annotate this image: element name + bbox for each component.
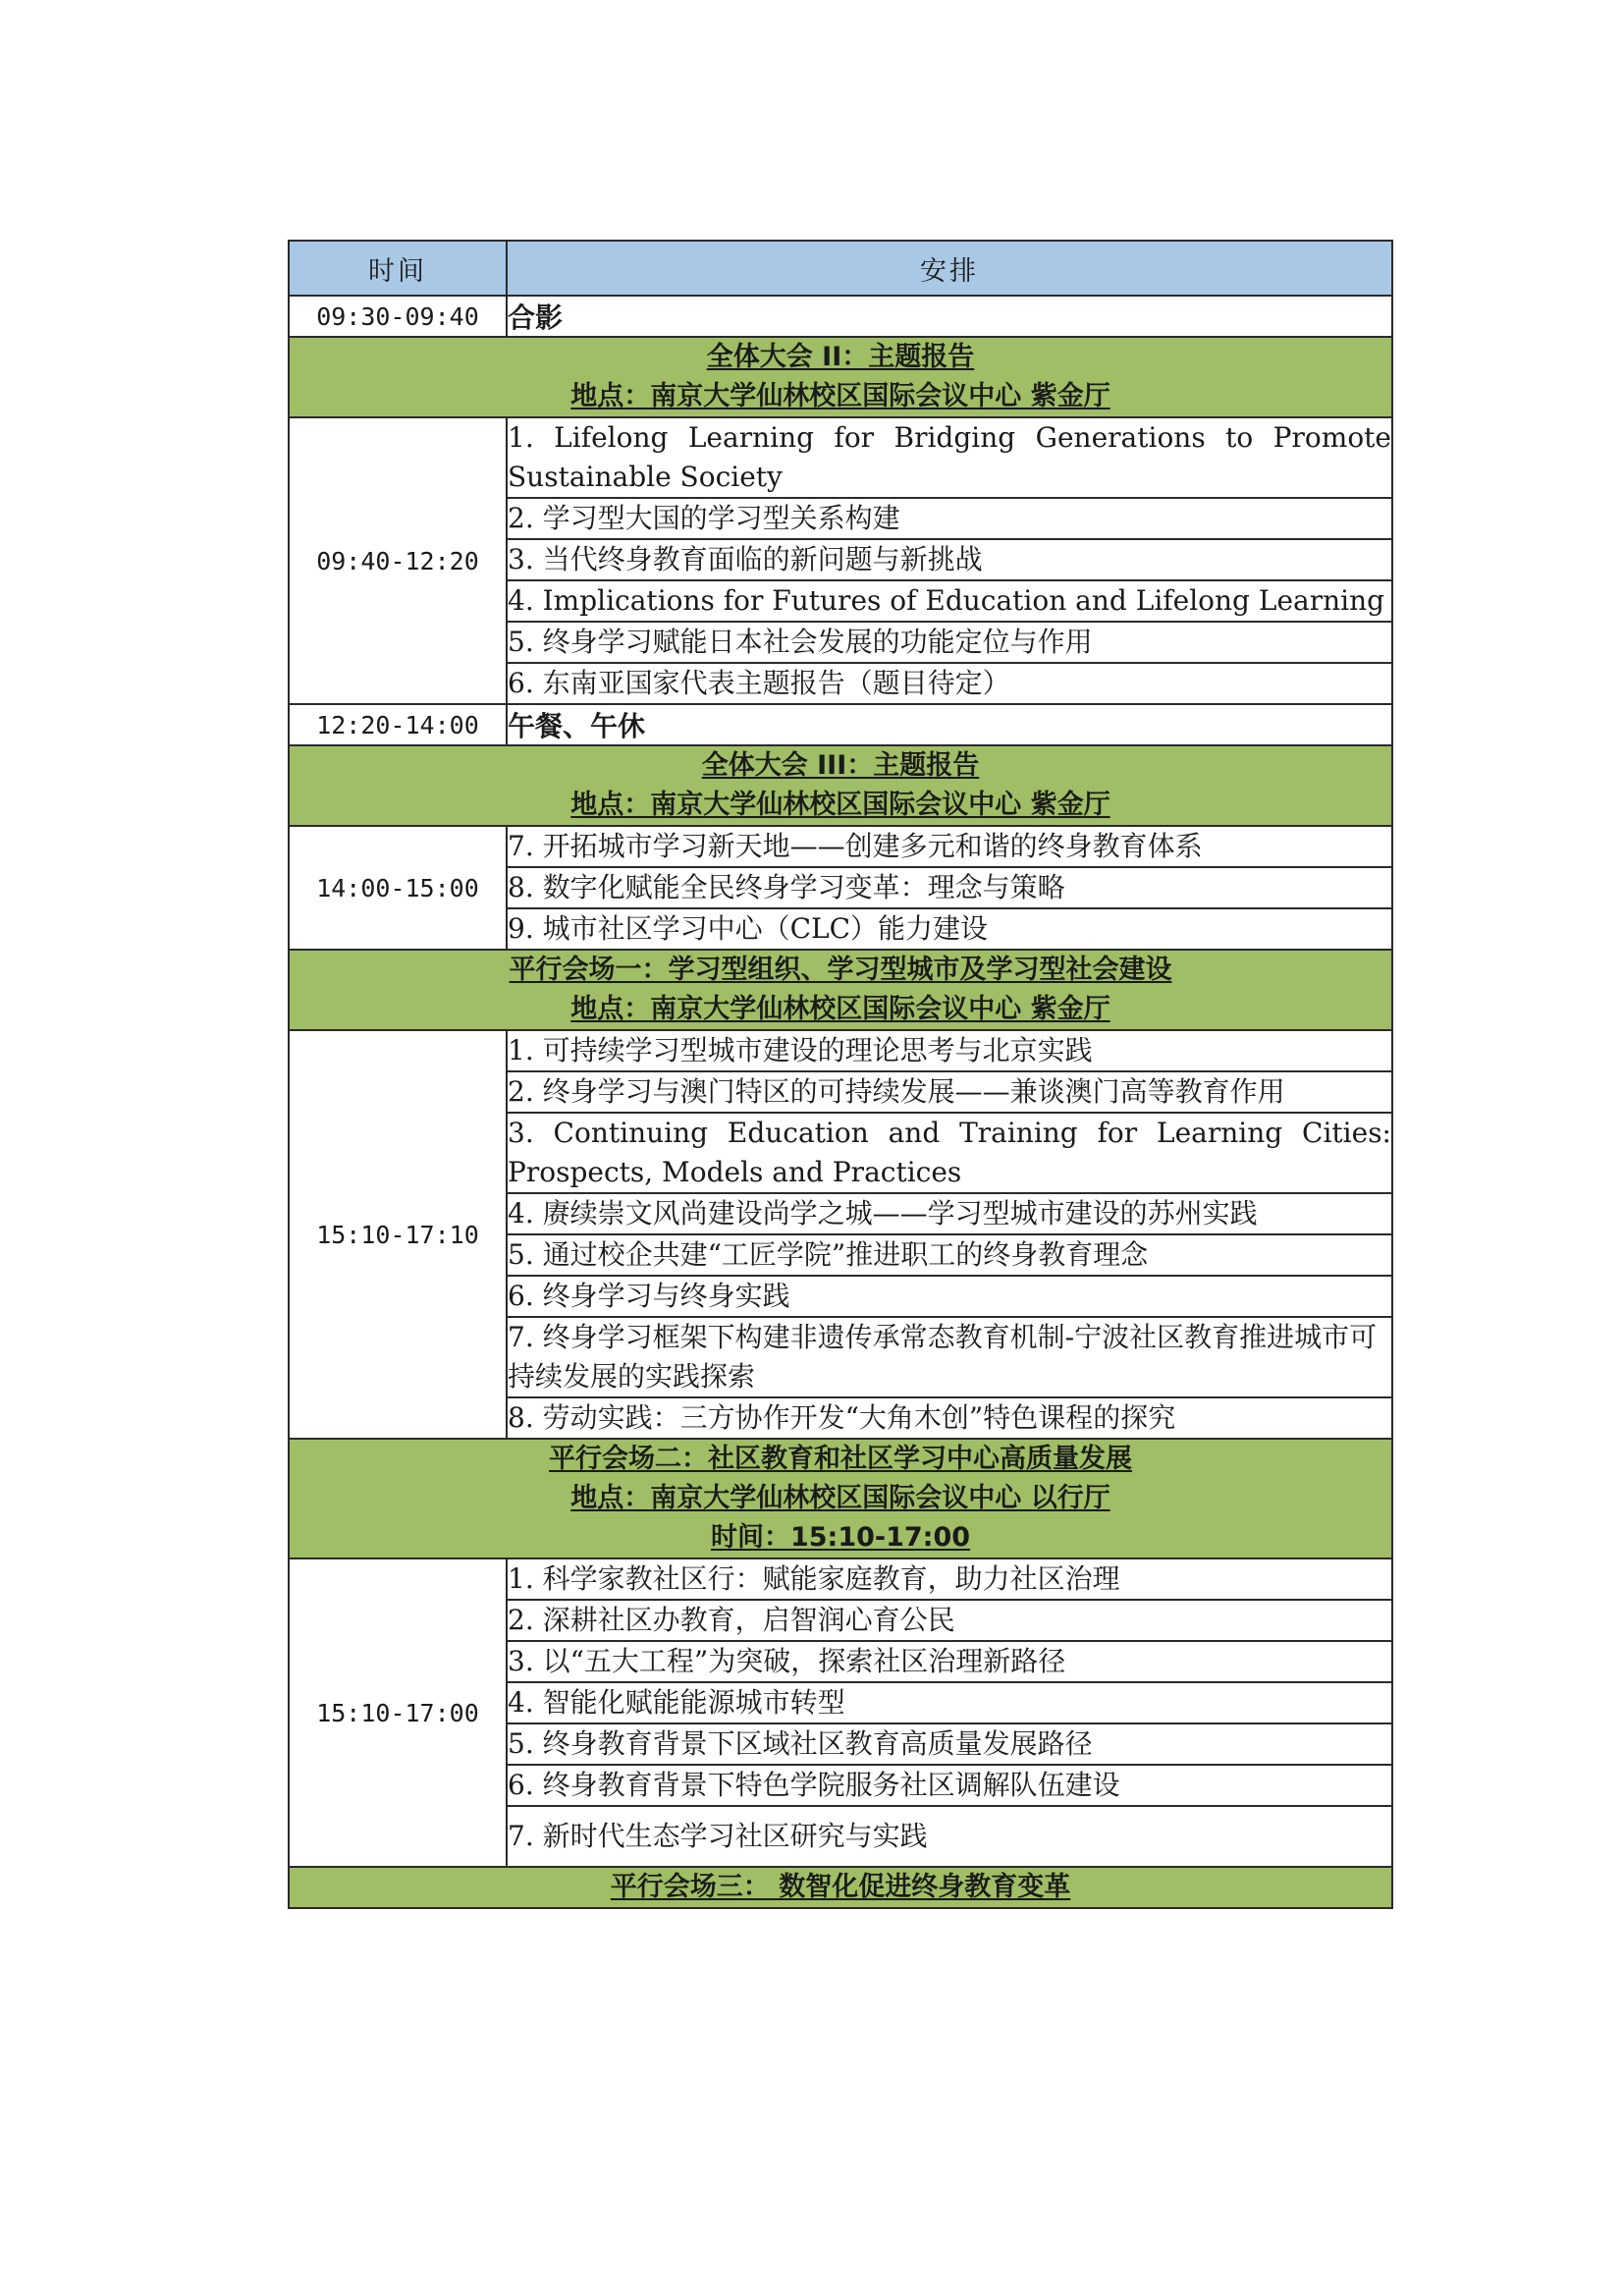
plenary3-title: 全体大会 III：主题报告 bbox=[701, 750, 980, 781]
plenary2-title: 全体大会 II：主题报告 bbox=[706, 342, 975, 372]
list-item bbox=[289, 826, 1392, 867]
plenary3-item-7: 7. 开拓城市学习新天地——创建多元和谐的终身教育体系 bbox=[507, 826, 1392, 867]
parallel1-item-3: 3. Continuing Education and Training for Learning Cities: Prospects, Models and Practices bbox=[507, 1113, 1392, 1193]
plenary2-location: 地点：南京大学仙林校区国际会议中心 紫金厅 bbox=[570, 381, 1110, 411]
parallel2-item-7: 7. 新时代生态学习社区研究与实践 bbox=[507, 1806, 1392, 1867]
parallel3-title: 平行会场三： 数智化促进终身教育变革 bbox=[610, 1872, 1071, 1902]
header-arrangement: 安排 bbox=[507, 241, 1392, 296]
parallel1-item-1: 1. 可持续学习型城市建设的理论思考与北京实践 bbox=[507, 1030, 1392, 1071]
parallel2-title: 平行会场二：社区教育和社区学习中心高质量发展 bbox=[549, 1444, 1132, 1474]
parallel1-item-2: 2. 终身学习与澳门特区的可持续发展——兼谈澳门高等教育作用 bbox=[507, 1071, 1392, 1113]
parallel1-item-6: 6. 终身学习与终身实践 bbox=[507, 1276, 1392, 1317]
photo-row bbox=[289, 296, 1392, 337]
parallel2-location: 地点：南京大学仙林校区国际会议中心 以行厅 bbox=[570, 1483, 1110, 1513]
parallel2-item-5: 5. 终身教育背景下区域社区教育高质量发展路径 bbox=[507, 1723, 1392, 1765]
plenary2-item-2: 2. 学习型大国的学习型关系构建 bbox=[507, 498, 1392, 539]
lunch-activity: 午餐、午休 bbox=[507, 704, 1392, 745]
plenary2-item-6: 6. 东南亚国家代表主题报告（题目待定） bbox=[507, 663, 1392, 704]
parallel1-item-5: 5. 通过校企共建“工匠学院”推进职工的终身教育理念 bbox=[507, 1234, 1392, 1276]
parallel2-item-1: 1. 科学家教社区行：赋能家庭教育，助力社区治理 bbox=[507, 1558, 1392, 1600]
list-item bbox=[289, 1558, 1392, 1600]
parallel1-time: 15:10-17:10 bbox=[289, 1030, 507, 1439]
table-header bbox=[289, 241, 1392, 296]
parallel1-item-4: 4. 赓续崇文风尚建设尚学之城——学习型城市建设的苏州实践 bbox=[507, 1193, 1392, 1234]
parallel2-item-2: 2. 深耕社区办教育，启智润心育公民 bbox=[507, 1600, 1392, 1641]
plenary2-item-4: 4. Implications for Futures of Education and Lifelong Learning bbox=[507, 580, 1392, 622]
parallel1-location: 地点：南京大学仙林校区国际会议中心 紫金厅 bbox=[570, 994, 1110, 1024]
list-item bbox=[289, 417, 1392, 498]
header-time: 时间 bbox=[289, 241, 507, 296]
photo-activity: 合影 bbox=[507, 296, 1392, 337]
lunch-time: 12:20-14:00 bbox=[289, 704, 507, 745]
schedule-table bbox=[288, 240, 1393, 1909]
photo-time: 09:30-09:40 bbox=[289, 296, 507, 337]
plenary2-time: 09:40-12:20 bbox=[289, 417, 507, 704]
parallel2-item-3: 3. 以“五大工程”为突破，探索社区治理新路径 bbox=[507, 1641, 1392, 1682]
list-item bbox=[289, 1030, 1392, 1071]
plenary3-location: 地点：南京大学仙林校区国际会议中心 紫金厅 bbox=[570, 790, 1110, 820]
plenary2-header bbox=[289, 337, 1392, 417]
plenary3-item-8: 8. 数字化赋能全民终身学习变革：理念与策略 bbox=[507, 867, 1392, 908]
parallel2-item-4: 4. 智能化赋能能源城市转型 bbox=[507, 1682, 1392, 1723]
parallel1-item-8: 8. 劳动实践：三方协作开发“大角木创”特色课程的探究 bbox=[507, 1397, 1392, 1439]
parallel2-time-line: 时间：15:10-17:00 bbox=[710, 1522, 971, 1553]
parallel2-time: 15:10-17:00 bbox=[289, 1558, 507, 1867]
parallel1-item-7: 7. 终身学习框架下构建非遗传承常态教育机制-宁波社区教育推进城市可持续发展的实践探索 bbox=[507, 1317, 1392, 1397]
parallel1-header bbox=[289, 950, 1392, 1030]
parallel1-title: 平行会场一：学习型组织、学习型城市及学习型社会建设 bbox=[509, 955, 1172, 985]
parallel2-header bbox=[289, 1439, 1392, 1558]
plenary2-item-1: 1. Lifelong Learning for Bridging Generations to Promote Sustainable Society bbox=[507, 417, 1392, 498]
parallel2-item-6: 6. 终身教育背景下特色学院服务社区调解队伍建设 bbox=[507, 1765, 1392, 1806]
plenary3-item-9: 9. 城市社区学习中心（CLC）能力建设 bbox=[507, 908, 1392, 950]
plenary3-header bbox=[289, 745, 1392, 826]
plenary2-item-3: 3. 当代终身教育面临的新问题与新挑战 bbox=[507, 539, 1392, 580]
lunch-row bbox=[289, 704, 1392, 745]
plenary2-item-5: 5. 终身学习赋能日本社会发展的功能定位与作用 bbox=[507, 622, 1392, 663]
plenary3-time: 14:00-15:00 bbox=[289, 826, 507, 950]
parallel3-header bbox=[289, 1867, 1392, 1908]
